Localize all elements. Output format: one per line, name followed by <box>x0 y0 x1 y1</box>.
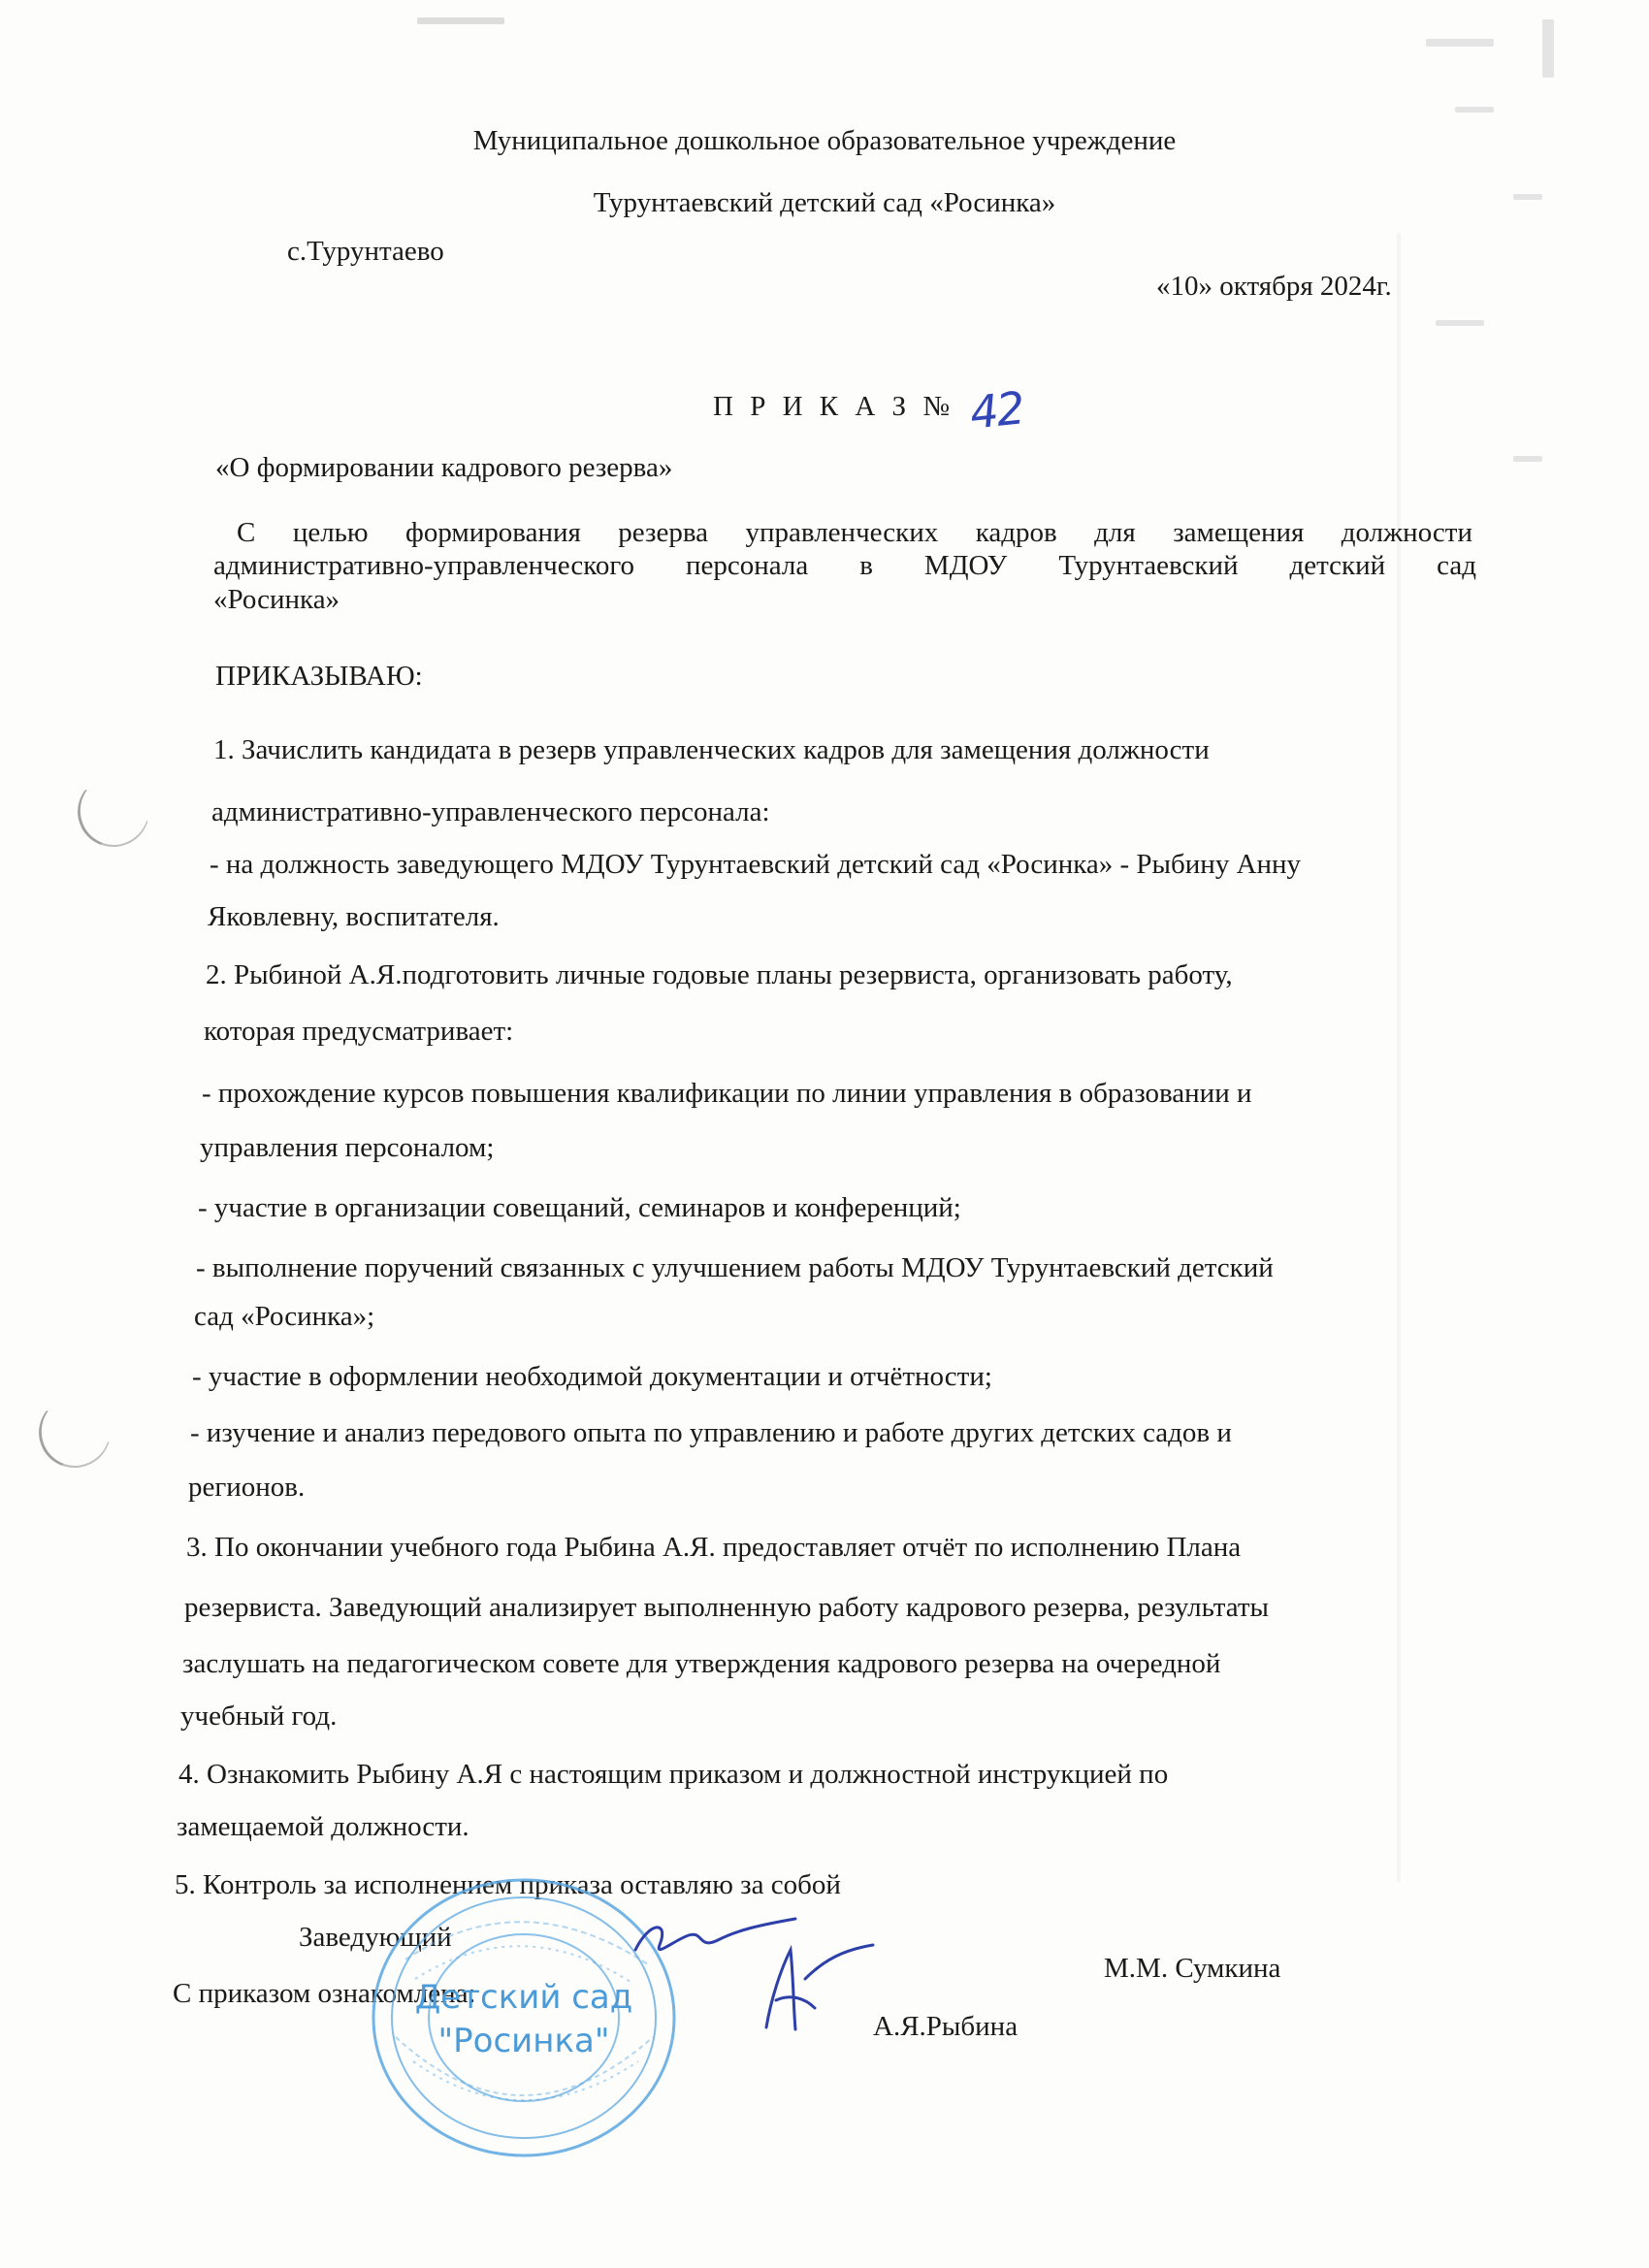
body-line: - участие в оформлении необходимой документации и отчётности; <box>192 1361 992 1392</box>
body-line: 4. Ознакомить Рыбину А.Я с настоящим приказом и должностной инструкцией по <box>178 1759 1169 1790</box>
org-name-line-2: Турунтаевский детский сад «Росинка» <box>593 187 1056 218</box>
order-subject: «О формировании кадрового резерва» <box>215 452 673 483</box>
body-line: - участие в организации совещаний, семинаров и конференций; <box>198 1192 961 1223</box>
body-line: - на должность заведующего МДОУ Турунтаевский детский сад «Росинка» - Рыбину Анну <box>210 849 1302 880</box>
preamble-line-3: «Росинка» <box>213 584 340 615</box>
body-line: заслушать на педагогическом совете для утверждения кадрового резерва на очередной <box>182 1648 1221 1679</box>
scan-artifact <box>1436 320 1484 326</box>
scan-artifact <box>1542 19 1554 78</box>
body-line: учебный год. <box>180 1701 338 1732</box>
head-title: Заведующий <box>299 1922 452 1953</box>
stamp-text-line-2: "Росинка" <box>437 2022 610 2060</box>
acquainted-signature <box>737 1940 883 2037</box>
body-line: - прохождение курсов повышения квалификации по линии управления в образовании и <box>202 1078 1252 1109</box>
body-line: 1. Зачислить кандидата в резерв управленческих кадров для замещения должности <box>213 734 1210 765</box>
body-line: резервиста. Заведующий анализирует выполненную работу кадрового резерва, результаты <box>184 1592 1270 1623</box>
body-line: - изучение и анализ передового опыта по управлению и работе других детских садов и <box>190 1417 1232 1448</box>
body-line: 3. По окончании учебного года Рыбина А.Я. предоставляет отчёт по исполнению Плана <box>186 1532 1242 1563</box>
body-line: - выполнение поручений связанных с улучшением работы МДОУ Турунтаевский детский <box>196 1252 1274 1283</box>
body-line: управления персоналом; <box>200 1132 495 1163</box>
acquainted-label: С приказом ознакомлена: <box>173 1978 476 2009</box>
body-line: которая предусматривает: <box>204 1016 514 1047</box>
scan-artifact <box>1455 107 1494 113</box>
stamp-text-line-1: Детский сад <box>414 1978 633 2017</box>
acquainted-name: А.Я.Рыбина <box>873 2011 1018 2042</box>
order-number-handwritten: 42 <box>967 381 1026 439</box>
org-name-line-1: Муниципальное дошкольное образовательное учреждение <box>472 125 1177 156</box>
scan-artifact <box>417 17 504 24</box>
preamble-line-1: С целью формирования резерва управленческих кадров для замещения должности <box>237 517 1472 548</box>
body-line: административно-управленческого персонала: <box>211 796 770 827</box>
body-line: 5. Контроль за исполнением приказа оставляю за собой <box>175 1869 841 1900</box>
body-line: 2. Рыбиной А.Я.подготовить личные годовые планы резервиста, организовать работу, <box>206 959 1233 990</box>
body-line: Яковлевну, воспитателя. <box>208 901 500 932</box>
body-line: сад «Росинка»; <box>194 1301 375 1332</box>
preamble-line-2: административно-управленческого персонала в МДОУ Турунтаевский детский сад <box>213 550 1476 581</box>
order-title: П Р И К А З № <box>713 391 954 422</box>
punch-hole <box>29 1387 121 1478</box>
order-date: «10» октября 2024г. <box>1156 271 1392 302</box>
scan-artifact <box>1513 456 1542 462</box>
punch-hole <box>68 766 160 858</box>
scan-artifact <box>1426 39 1494 47</box>
place: с.Турунтаево <box>287 236 444 267</box>
head-name: М.М. Сумкина <box>1104 1953 1281 1984</box>
body-line: замещаемой должности. <box>177 1811 469 1842</box>
prikazyvayu-heading: ПРИКАЗЫВАЮ: <box>215 661 423 692</box>
scan-artifact <box>1397 233 1401 1882</box>
body-line: регионов. <box>188 1472 306 1503</box>
